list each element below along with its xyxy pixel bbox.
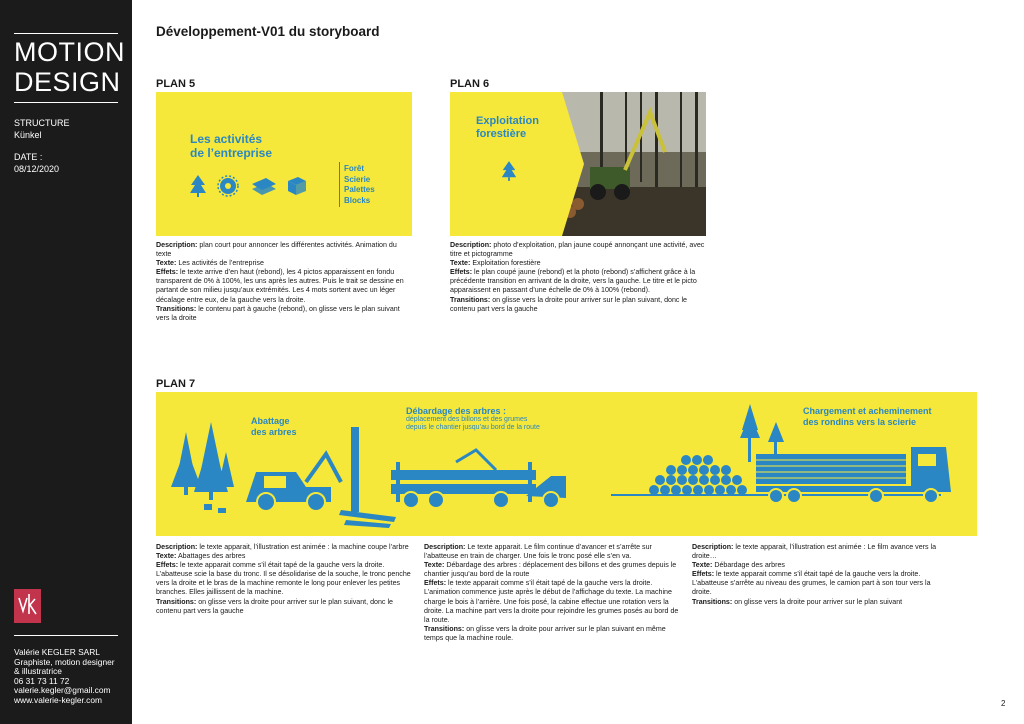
brand-line-2: DESIGN [14, 67, 121, 97]
desc-text: le texte apparait, l’illustration est animée : la machine coupe l’arbre [197, 543, 409, 551]
plan5-icons [188, 174, 338, 198]
plan7-heading-chargement [803, 406, 932, 428]
trees-left [171, 422, 234, 500]
heading-a-line-2: des arbres [251, 427, 297, 437]
effects-text: le texte apparait comme s’il était tapé de la gauche vers la droite. L’animation commence juste après le début de l’affichage du texte. La machine charge le bois à l’arrière. Une fois posé, la cabine effectue une rotation vers la droite. La machine part vers la droite pour rejoindre les grumes posés au bord de la route. [424, 579, 679, 624]
cut-logs [339, 510, 396, 528]
text-text: Abattages des arbres [176, 552, 246, 561]
desc-text: photo d’exploitation, plan jaune coupé annonçant une activité, avec titre et pictogramme [450, 241, 705, 259]
plan7-description-1 [156, 543, 413, 616]
brand-bottom-rule [14, 102, 118, 103]
text-label: Texte: [156, 259, 177, 268]
text-label: Texte: [424, 561, 445, 570]
vk-logo [14, 589, 41, 623]
tree-icon [500, 160, 518, 182]
transitions-text: on glisse vers la droite pour arriver sur le plan suivant, donc le contenu part vers la gauche [156, 597, 393, 615]
heading-c-line-2: des rondins vers la scierie [803, 417, 917, 427]
desc-label: Description: [156, 241, 198, 249]
heading-b-sub-1: déplacement des billons et des grumes [406, 416, 528, 423]
desc-text: le texte apparait, l’illustration est animée : Le film avance vers la droite… [692, 543, 937, 561]
effects-label: Effets: [156, 561, 179, 570]
plan5-title-line-2: de l’entreprise [190, 146, 273, 160]
plan7-description-2 [424, 543, 681, 643]
text-label: Texte: [156, 552, 177, 561]
text-text: Exploitation forestière [470, 259, 541, 268]
effects-label: Effets: [424, 579, 447, 588]
plan6-title-line-2: forestière [476, 128, 527, 140]
heading-b-title: Débardage des arbres : [406, 406, 507, 416]
page-title: Développement-V01 du storyboard [156, 24, 380, 39]
trees-right [740, 404, 784, 462]
heading-b-sub-2: depuis le chantier jusqu’au bord de la route [406, 424, 540, 431]
structure-label: STRUCTURE [14, 118, 70, 128]
word-palettes: Palettes [344, 185, 375, 194]
text-label: Texte: [692, 561, 713, 570]
desc-text: plan court pour annoncer les différentes activités. Animation du texte [156, 241, 397, 259]
contact-email: valerie.kegler@gmail.com [14, 685, 111, 695]
plan5-description [156, 241, 413, 323]
text-text: Débardage des arbres : déplacement des billons et des grumes depuis le chantier jusqu’au bord de la route [424, 561, 677, 579]
transitions-text: le contenu part à gauche (rebond), on glisse vers le plan suivant vers la droite [156, 304, 400, 322]
plan5-word-list [344, 164, 375, 206]
sidebar-divider [14, 635, 118, 636]
effects-text: le texte arrive d’en haut (rebond), les 4 pictos apparaissent en fondu transparent de 0% à 100%, les uns après les autres. Puis le trait se dessine en partant de son milieu jusqu’aux extrémités. Les 4 mots sortent avec un léger décalage entre eux, de la gauche vers la droite. [156, 268, 404, 304]
blocks-icon [288, 177, 306, 195]
plan6-label: PLAN 6 [450, 78, 490, 90]
transitions-label: Transitions: [450, 295, 491, 304]
plan5-title-line-1: Les activités [190, 132, 263, 146]
round-log-pile [649, 455, 747, 495]
contact-company: Valérie KEGLER SARL [14, 647, 100, 657]
vk-logo-mark [14, 589, 41, 623]
text-label: Texte: [450, 259, 471, 268]
heading-c-line-1: Chargement et acheminement [803, 406, 932, 416]
effects-text: le texte apparait comme s’il était tapé de la gauche vers la droite. L’abatteuse s’arrête au niveau des grumes, le camion part à son tour vers la droite. [692, 570, 931, 597]
text-text: Les activités de l’entreprise [176, 259, 264, 268]
brand-top-rule [14, 33, 118, 34]
desc-label: Description: [692, 543, 734, 551]
transitions-label: Transitions: [424, 624, 465, 633]
sidebar [0, 0, 132, 724]
desc-label: Description: [424, 543, 466, 551]
contact-role: Graphiste, motion designer [14, 656, 115, 667]
transitions-label: Transitions: [156, 304, 197, 313]
plan7-frame [156, 392, 977, 536]
word-scierie: Scierie [344, 174, 371, 184]
plan6-title-line-1: Exploitation [476, 115, 539, 127]
effects-text: le plan coupé jaune (rebond) et la photo (rebond) s’affichent grâce à la précédente transition en arrivant de la droite, vers la gauche. Le titre et le picto apparaissent en passant d’une échelle de 0% à 100% (rebond). [450, 268, 697, 295]
project-meta [14, 118, 70, 175]
plan7-description-3 [692, 543, 952, 607]
brand-block [14, 33, 125, 103]
tree-icon [190, 175, 206, 197]
harvester [246, 427, 359, 512]
brand-line-1: MOTION [14, 37, 125, 67]
desc-label: Description: [450, 241, 492, 249]
plan5-divider-line [339, 162, 340, 207]
text-text: Débardage des arbres [712, 561, 785, 570]
page-number: 2 [1001, 699, 1006, 708]
tree-stumps [204, 504, 226, 513]
contact-block [14, 648, 115, 705]
forwarder [391, 450, 566, 508]
contact-website: www.valerie-kegler.com [14, 694, 102, 705]
transitions-label: Transitions: [692, 597, 733, 606]
word-foret: Forêt [344, 164, 364, 173]
desc-text: Le texte apparait. Le film continue d’avancer et s’arrête sur l’abatteuse en train de charger. Une fois le tronc posé elle s’en va. [424, 543, 652, 561]
plan6-frame [450, 92, 706, 236]
effects-label: Effets: [692, 570, 715, 579]
plan6-description [450, 241, 707, 314]
saw-blade-icon [218, 176, 238, 196]
effects-text: le texte apparait comme s’il était tapé de la gauche vers la droite. L’abatteuse scie la base du tronc. Il se désolidarise de la souche, le tronc penche vers la droite et le bras de la machine remonte le long pour enlever les petites branches. Elles jaillissent de la machine. [156, 561, 411, 597]
plan5-frame-title [190, 132, 272, 160]
contact-role-2: & illustratrice [14, 666, 62, 676]
transitions-text: on glisse vers la droite pour arriver sur le plan suivant en même temps que la machine roule. [424, 624, 666, 642]
transitions-label: Transitions: [156, 597, 197, 606]
forestry-photo [450, 92, 706, 236]
plan5-frame [156, 92, 412, 236]
plan5-label: PLAN 5 [156, 78, 196, 90]
date-value: 08/12/2020 [14, 163, 60, 174]
heading-a-line-1: Abattage [251, 416, 290, 426]
plan6-frame-title [476, 115, 539, 141]
plan7-heading-abattage [251, 416, 297, 438]
word-blocks: Blocks [344, 195, 371, 205]
structure-value: Künkel [14, 129, 42, 140]
contact-phone: 06 31 73 11 72 [14, 675, 70, 686]
effects-label: Effets: [156, 268, 179, 277]
transitions-text: on glisse vers la droite pour arriver sur le plan suivant, donc le contenu part vers la gauche [450, 295, 687, 313]
date-label: DATE : [14, 152, 43, 162]
plan7-label: PLAN 7 [156, 378, 196, 390]
effects-label: Effets: [450, 268, 473, 277]
pallet-icon [252, 178, 276, 195]
transitions-text: on glisse vers la droite pour arriver sur le plan suivant [732, 597, 903, 606]
plan7-heading-debardage [406, 406, 540, 432]
desc-label: Description: [156, 543, 198, 551]
